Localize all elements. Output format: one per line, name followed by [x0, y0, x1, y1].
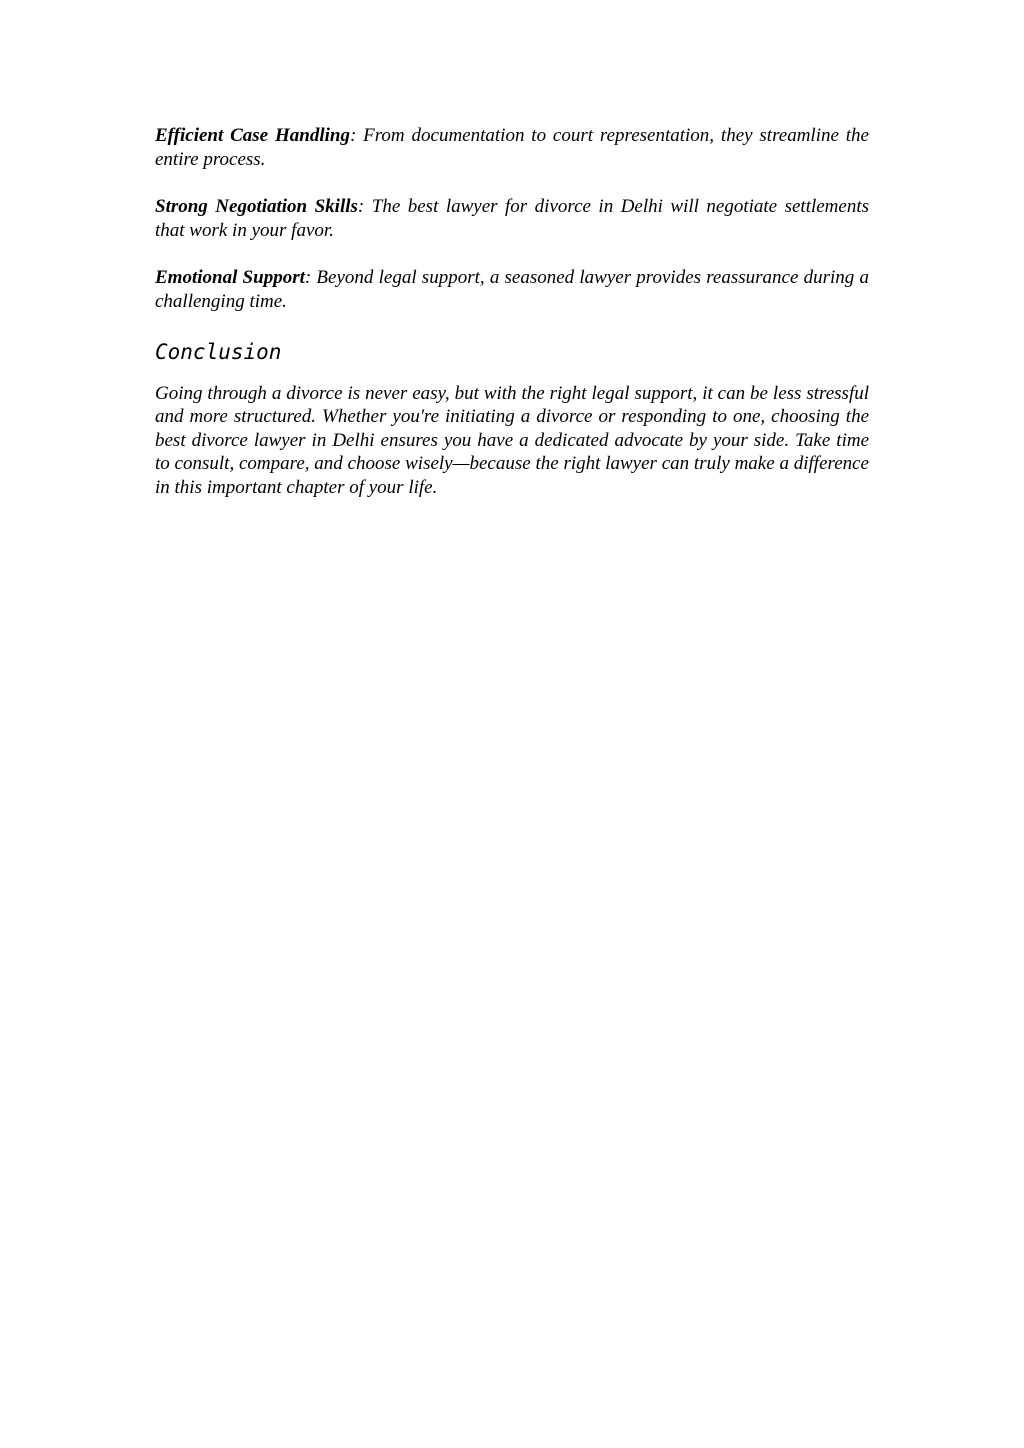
benefit-text: From documentation to court representation, they streamline the entire process. [155, 125, 869, 170]
benefit-term: Emotional Support [155, 267, 305, 289]
document-body [155, 124, 869, 500]
benefit-text: The best lawyer for divorce in Delhi will negotiate settlements that work in your favor. [155, 196, 870, 241]
benefit-separator: : [357, 196, 372, 218]
conclusion-paragraph: Going through a divorce is never easy, but with the right legal support, it can be less stressful and more structured. Whether you're initiating a divorce or responding to one, choosing the best divorce lawyer in Delhi ensures you have a dedicated advocate by your side. Take time to consult, compare, and choose wisely—because the right lawyer can truly make a difference in this important chapter of your life. [155, 382, 869, 498]
benefit-text: Beyond legal support, a seasoned lawyer provides reassurance during a challenging time. [155, 267, 870, 312]
benefit-term: Strong Negotiation Skills [155, 196, 358, 218]
benefit-term: Efficient Case Handling [155, 125, 350, 146]
benefit-emotional-support [155, 266, 869, 313]
conclusion-heading: Conclusion [155, 339, 282, 364]
benefit-strong-negotiation-skills [155, 195, 869, 242]
benefit-efficient-case-handling [155, 124, 869, 171]
benefit-separator: : [304, 267, 317, 289]
benefit-separator: : [349, 125, 364, 146]
